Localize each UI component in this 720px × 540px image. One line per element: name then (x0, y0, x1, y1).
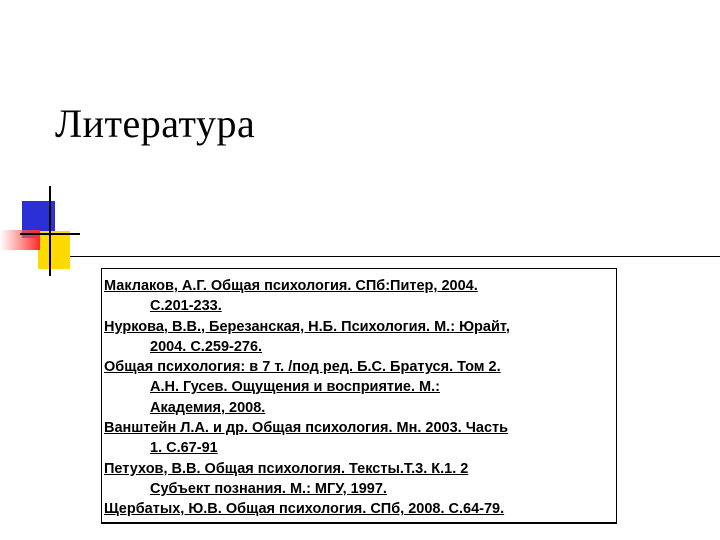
bibliography-item: Щербатых, Ю.В. Общая психология. СПб, 2008. С.64-79. (104, 501, 505, 518)
yellow-square-decoration (38, 231, 70, 269)
decoration-horizontal-line (20, 233, 80, 235)
bibliography-textbox (101, 268, 617, 524)
title-underline-rule (42, 256, 720, 257)
bibliography-item: Маклаков, А.Г. Общая психология. СПб:Питер, 2004. С.201-233. (104, 278, 478, 315)
bibliography-list (104, 276, 614, 520)
bibliography-item: Петухов, В.В. Общая психология. Тексты.Т.3. К.1. 2 Субъект познания. М.: МГУ, 1997. (104, 460, 469, 497)
bibliography-item: Ванштейн Л.А. и др. Общая психология. Мн. 2003. Часть 1. С.67-91 (104, 420, 509, 457)
bibliography-item: Нуркова, В.В., Березанская, Н.Б. Психология. М.: Юрайт, 2004. С.259-276. (104, 318, 510, 355)
slide-title: Литература (55, 101, 256, 146)
bibliography-item: Общая психология: в 7 т. /под ред. Б.С. Братуся. Том 2. А.Н. Гусев. Ощущения и восприятие. М.: Академия, 2008. (104, 359, 501, 416)
decoration-vertical-line (49, 186, 51, 276)
decorative-color-squares (0, 186, 90, 276)
